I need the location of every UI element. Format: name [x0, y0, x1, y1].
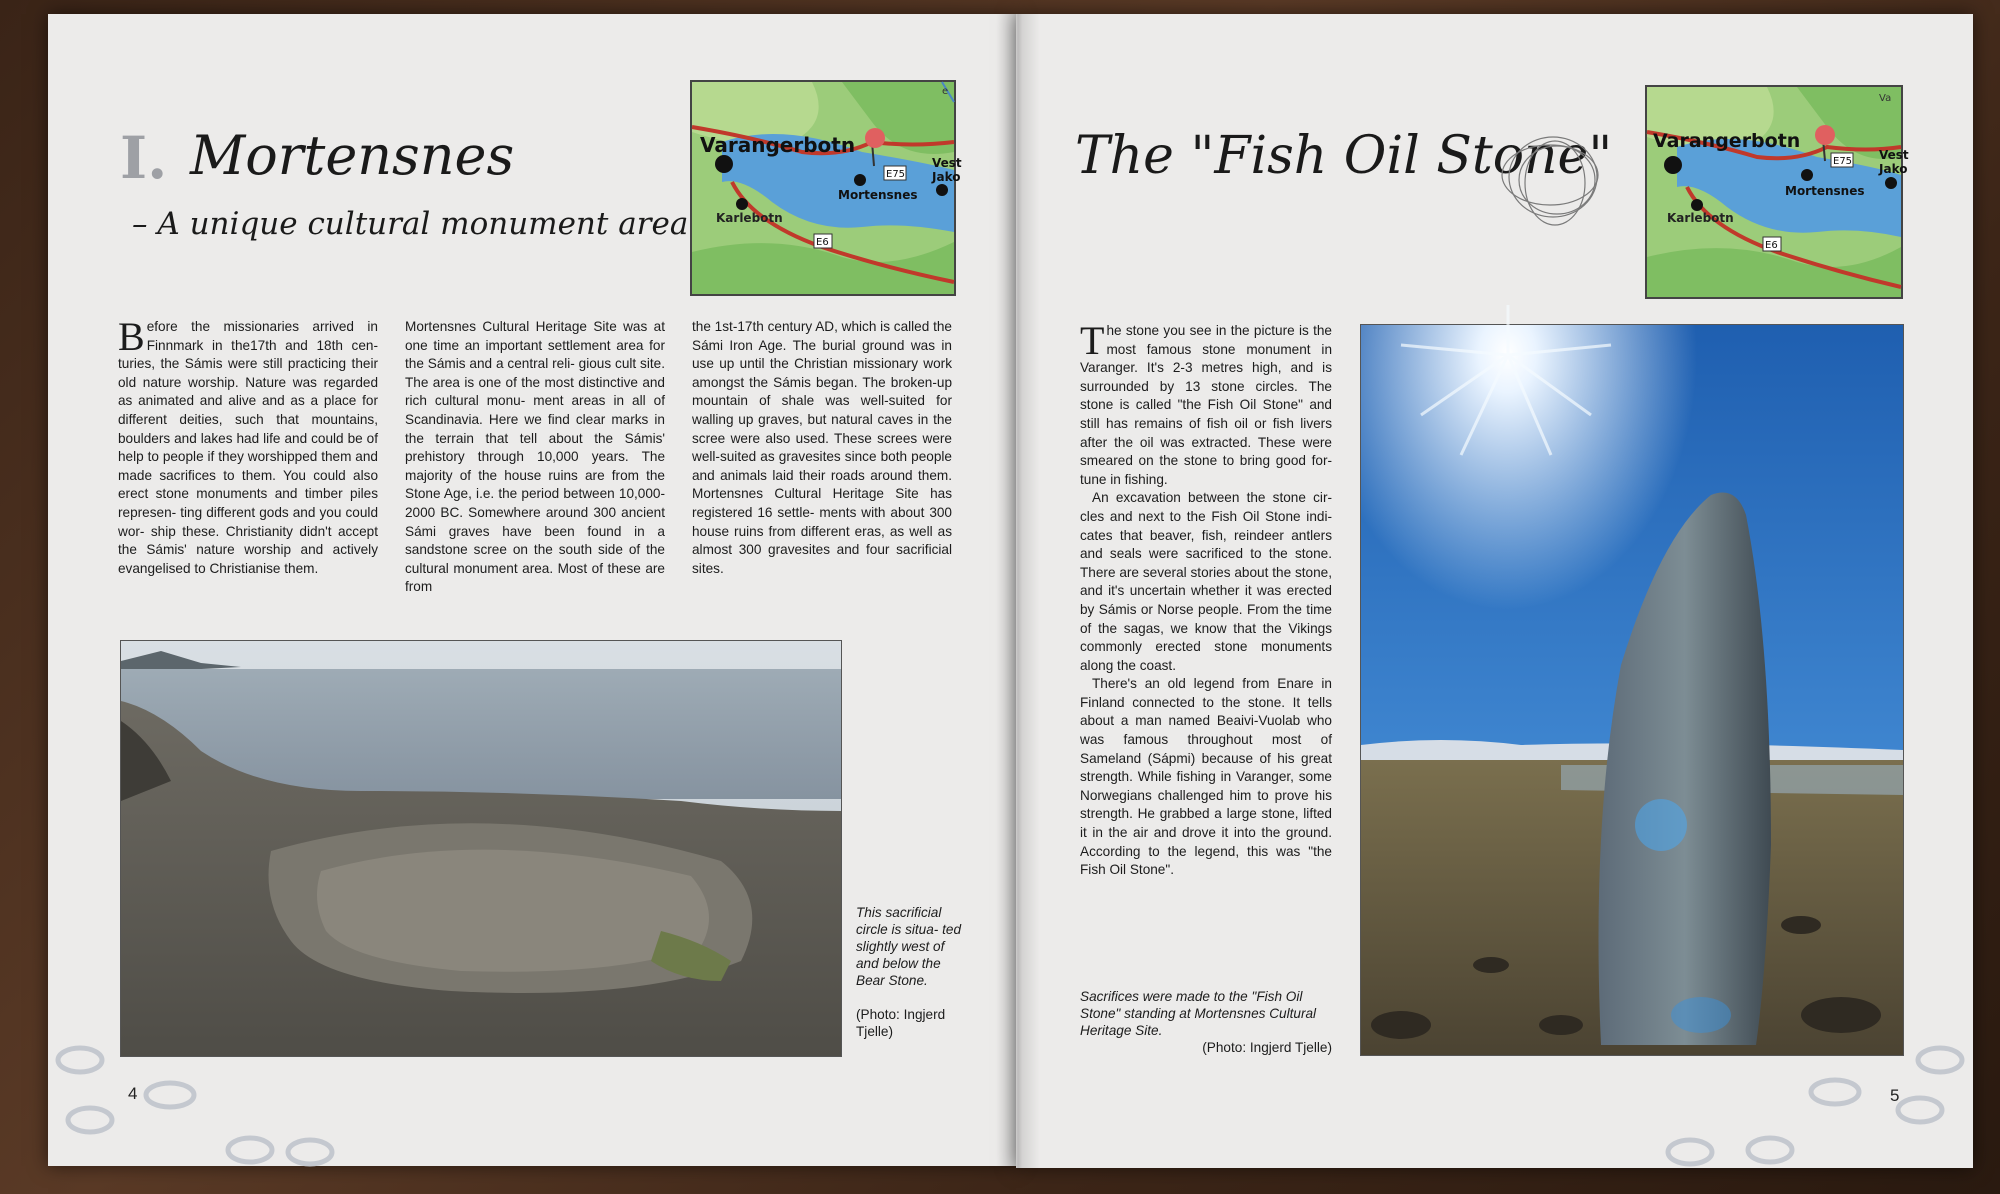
map-label-varangerbotn: Varangerbotn — [700, 133, 856, 157]
caption-text-left: This sacrificial circle is situa- ted slightly west of and below the Bear Stone. — [856, 905, 962, 988]
scribble-mark — [1495, 125, 1615, 235]
map-label-vest: Vest — [932, 156, 962, 170]
text-column-2 — [405, 318, 665, 597]
paragraph-1: he stone you see in the picture is the most famous stone monument in Varanger. It's 2-3 metres high, and is surrounded by 13 stone circles. The stone is called "the Fish Oil Stone" and still has remains of fish oil or fish livers after the oil was extracted. These were smeared on the stone to bring good for- tune in fishing. — [1080, 323, 1332, 487]
map-label-vest-right: Vest — [1879, 148, 1909, 162]
sacrificial-circle-photo — [120, 640, 842, 1057]
page-number-left: 4 — [128, 1084, 138, 1103]
road-sign-e75-right: E75 — [1833, 156, 1853, 167]
map-label-varangerbotn-right: Varangerbotn — [1653, 130, 1801, 152]
paragraph-2: An excavation between the stone cir- cles and next to the Fish Oil Stone indi- cates that beaver, fish, reindeer antlers and seals were sacrificed to the stone. There are several stories about the stone, and it's uncertain whether it was erected by Sámis or Norse people. From the time of the sagas, we know that the Vikings commonly erected stone monuments along the coast. — [1080, 490, 1332, 673]
right-text-column — [1080, 318, 1332, 880]
caption-text-right: Sacrifices were made to the "Fish Oil Stone" standing at Mortensnes Cultural Heritage Site. — [1080, 989, 1317, 1038]
drop-cap: B — [118, 314, 145, 359]
right-page-title: The "Fish Oil Stone" — [1075, 126, 1613, 186]
chapter-number: I. — [120, 124, 168, 192]
page-title: Mortensnes — [190, 124, 515, 187]
page-number-right: 5 — [1890, 1086, 1900, 1105]
book-gutter — [996, 14, 1040, 1168]
photo-caption-left — [856, 904, 966, 1040]
map-corner-letter: e — [942, 86, 949, 97]
map-label-jako-right: Jako — [1879, 162, 1908, 176]
text-column-1 — [118, 314, 378, 578]
column-2-text: Mortensnes Cultural Heritage Site was at one time an important settlement area for the Sámis and a central reli- gious cult site. The area is one of the most distinctive and rich cultural monu- ment areas in all of Scandinavia. Here we find clear marks in the terrain that tell about the Sámis' prehistory through 10,000 years. The majority of the house ruins are from the Stone Age, i.e. the period between 10,000-2000 BC. Somewhere around 300 ancient Sámi graves have been found in a sandstone scree on the south side of the cultural monument area. Most of these are from — [405, 319, 665, 595]
footprint-decoration-left — [50, 1040, 370, 1170]
map-label-karlebotn-right: Karlebotn — [1667, 211, 1734, 225]
map-label-karlebotn: Karlebotn — [716, 211, 783, 225]
photo-credit-right: (Photo: Ingjerd Tjelle) — [1202, 1040, 1332, 1055]
map-label-jako: Jako — [932, 170, 961, 184]
column-1-text: efore the missionaries arrived in Finnmark in the17th and 18th cen- turies, the Sámis were still practicing their old nature worship. Nature was regarded as animated and alive and as a place for different deities, such that mountains, boulders and lakes had life and could be of help to people if they worshipped them and made sacrifices to them. You could also erect stone monuments and timber piles represen- ting different gods and you could wor- ship these. Christianity didn't accept the Sámis' nature worship and actively evangelised to Christianise them. — [118, 319, 378, 576]
drop-cap-right: T — [1080, 318, 1105, 363]
map-label-mortensnes-right: Mortensnes — [1785, 184, 1865, 198]
map-corner-letters-right: Va — [1879, 93, 1892, 104]
road-sign-e6-right: E6 — [1765, 240, 1778, 251]
map-label-mortensnes: Mortensnes — [838, 188, 918, 202]
road-sign-e75: E75 — [886, 169, 906, 180]
page-subtitle: – A unique cultural monument area — [132, 206, 689, 242]
fish-oil-stone-photo — [1360, 324, 1904, 1056]
footprint-decoration-right — [1660, 1040, 1970, 1170]
paragraph-3: There's an old legend from Enare in Finland connected to the stone. It tells about a man named Beaivi-Vuolab who was famous throughout most of Sameland (Sápmi) because of his great strength. While fishing in Varanger, some Norwegians challenged him to prove his strength. He grabbed a large stone, lifted it in the air and drove it into the ground. According to the legend, this was "the Fish Oil Stone". — [1080, 676, 1332, 878]
location-map-right — [1645, 85, 1909, 299]
road-sign-e6: E6 — [816, 237, 829, 248]
column-3-text: the 1st-17th century AD, which is called the Sámi Iron Age. The burial ground was in use up until the Christian missionary work amongst the Sámis began. The broken-up mountain of shale was well-suited for walling up graves, but natural caves in the scree were also used. These screes were well-suited as gravesites since both people and animals laid their roads around them. Mortensnes Cultural Heritage Site has registered 16 settle- ments with about 300 house ruins from different eras, as well as almost 300 gravesites and four sacrificial sites. — [692, 319, 952, 576]
photo-credit-left: (Photo: Ingjerd Tjelle) — [856, 1007, 946, 1039]
location-map — [690, 80, 962, 296]
photo-caption-right — [1080, 988, 1332, 1056]
text-column-3 — [692, 318, 952, 578]
